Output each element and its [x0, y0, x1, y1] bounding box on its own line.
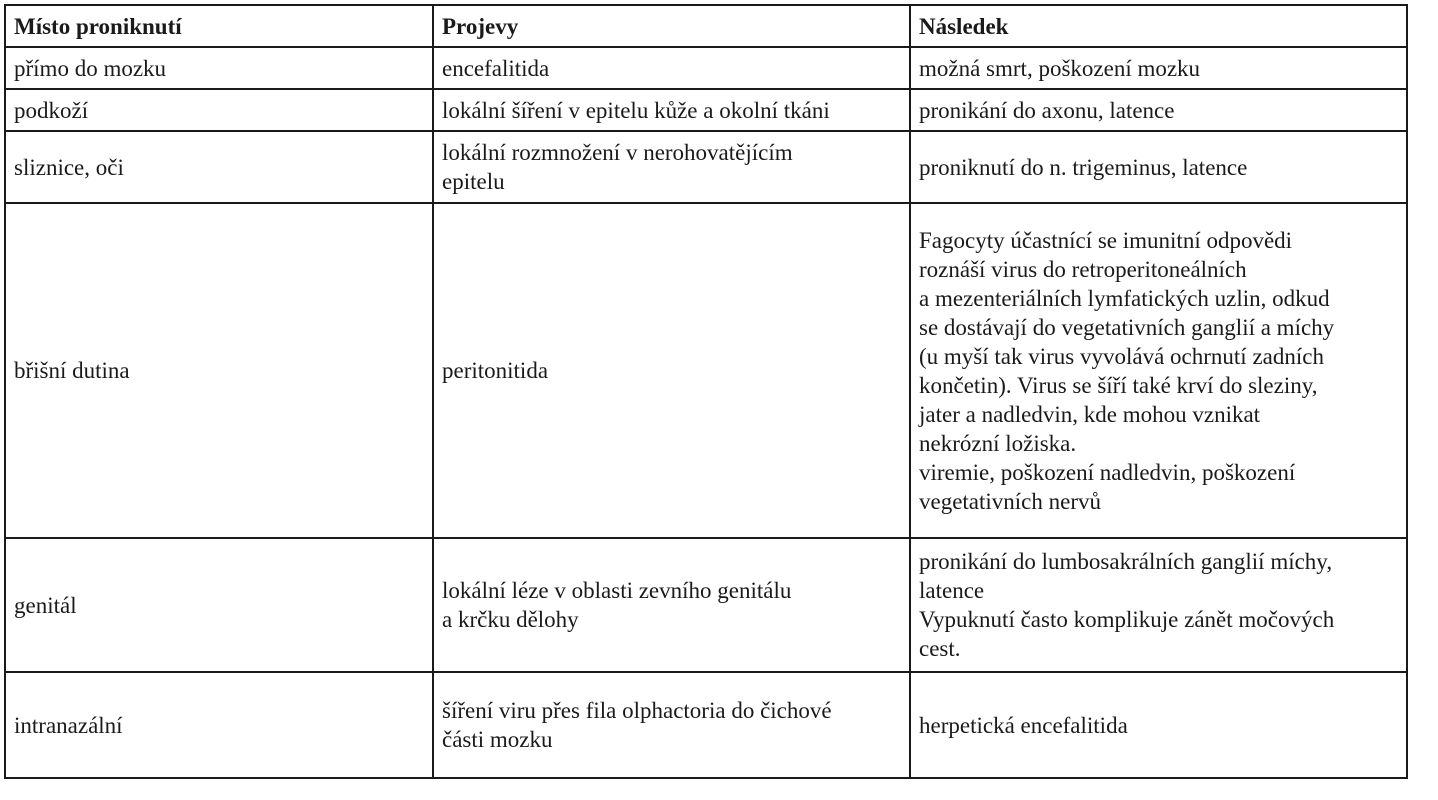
header-cell-misto: Místo proniknutí: [5, 5, 433, 47]
table-cell: Fagocyty účastnící se imunitní odpovědi roznáší virus do retroperitoneálních a mezenteriálních lymfatických uzlin, odkud se dostávají do vegetativních ganglií a míchy (u myší tak virus vyvolává ochrnutí zadních končetin). Virus se šíří také krví do sleziny, jater a nadledvin, kde mohou vznikat nekrózní ložiska. viremie, poškození nadledvin, poškození vegetativních nervů: [910, 203, 1407, 538]
table-cell: intranazální: [5, 672, 433, 778]
table-cell: přímo do mozku: [5, 47, 433, 89]
table-cell: lokální rozmnožení v nerohovatějícím epitelu: [433, 131, 910, 203]
table-row: [5, 131, 1407, 203]
data-table: [4, 4, 1408, 779]
table-cell: genitál: [5, 538, 433, 672]
table-cell: břišní dutina: [5, 203, 433, 538]
document-table-wrapper: [4, 4, 1408, 779]
table-cell: lokální šíření v epitelu kůže a okolní tkáni: [433, 89, 910, 131]
table-row: [5, 672, 1407, 778]
table-cell: sliznice, oči: [5, 131, 433, 203]
table-cell: encefalitida: [433, 47, 910, 89]
table-cell: peritonitida: [433, 203, 910, 538]
table-cell: pronikání do axonu, latence: [910, 89, 1407, 131]
table-cell: proniknutí do n. trigeminus, latence: [910, 131, 1407, 203]
header-cell-nasledek: Následek: [910, 5, 1407, 47]
table-cell: lokální léze v oblasti zevního genitálu a krčku dělohy: [433, 538, 910, 672]
table-row: [5, 89, 1407, 131]
table-row: [5, 203, 1407, 538]
table-cell: možná smrt, poškození mozku: [910, 47, 1407, 89]
table-row: [5, 47, 1407, 89]
table-header-row: [5, 5, 1407, 47]
table-cell: pronikání do lumbosakrálních ganglií míchy, latence Vypuknutí často komplikuje zánět močových cest.: [910, 538, 1407, 672]
table-cell: herpetická encefalitida: [910, 672, 1407, 778]
header-cell-projevy: Projevy: [433, 5, 910, 47]
table-cell: podkoží: [5, 89, 433, 131]
table-cell: šíření viru přes fila olphactoria do čichové části mozku: [433, 672, 910, 778]
table-row: [5, 538, 1407, 672]
